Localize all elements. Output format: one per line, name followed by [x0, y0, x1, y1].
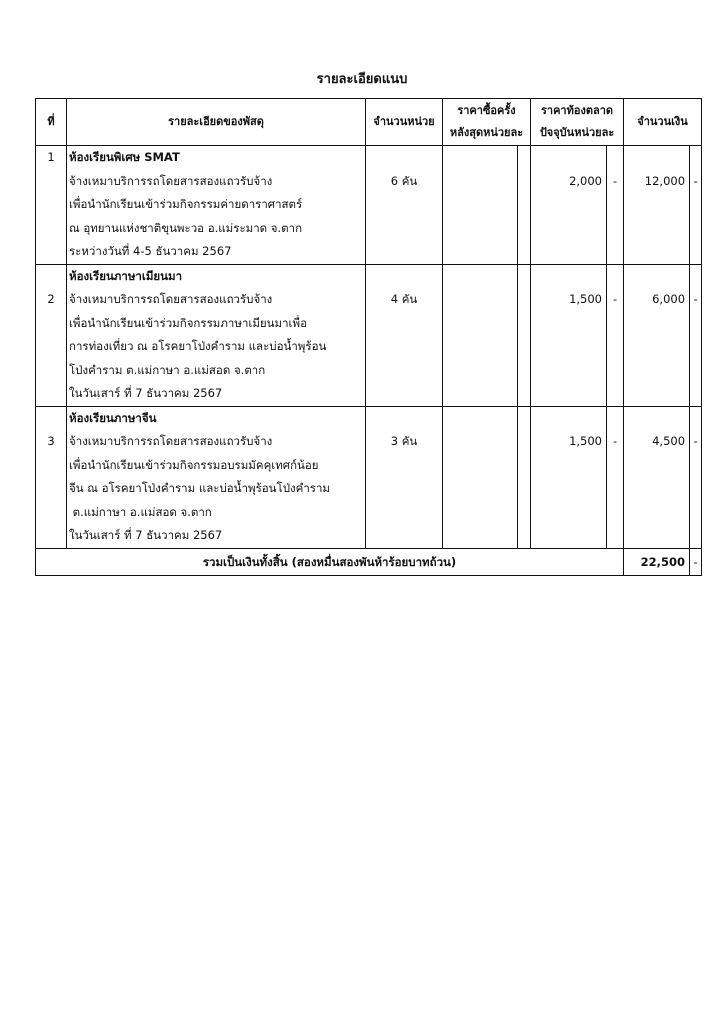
row-line: เพื่อนำนักเรียนเข้าร่วมกิจกรรมอบรมมัคคุเทศก์น้อย — [69, 457, 319, 472]
row-number — [36, 264, 67, 406]
row-unit-price-dec — [607, 406, 624, 548]
row-line: เพื่อนำนักเรียนเข้าร่วมกิจกรรมภาษาเมียนมาเพื่อ — [69, 315, 307, 330]
row-unit-price-dec-value: - — [612, 292, 618, 306]
header-last-price-line2: หลังสุดหน่วยละ — [449, 126, 524, 139]
header-last-price — [443, 99, 531, 146]
row-line: การท่องเที่ยว ณ อโรคยาโป่งคำราม และบ่อน้ำพุร้อน — [69, 339, 327, 353]
row-amount-dec — [690, 406, 702, 548]
row-number — [36, 406, 67, 548]
row-unit-price-dec — [607, 264, 624, 406]
row-amount-dec-value: - — [693, 434, 698, 448]
table-row — [36, 146, 702, 265]
row-amount-value: 4,500 — [652, 434, 686, 448]
total-amount-dec: - — [690, 548, 702, 575]
row-heading: ห้องเรียนภาษาจีน — [69, 410, 157, 425]
row-amount-dec — [690, 264, 702, 406]
document-title: รายละเอียดแนบ — [316, 72, 408, 87]
row-line: จ้างเหมาบริการรถโดยสารสองแถวรับจ้าง — [69, 292, 273, 306]
row-amount — [624, 406, 690, 548]
header-no: ที่ — [36, 99, 67, 146]
row-heading: ห้องเรียนภาษาเมียนมา — [69, 268, 183, 283]
header-market-price-line2: ปัจจุบันหน่วยละ — [539, 126, 615, 139]
row-last-price-dec — [518, 264, 531, 406]
row-unit-price — [531, 264, 607, 406]
row-line: ณ อุทยานแห่งชาติขุนพะวอ อ.แม่ระมาด จ.ตาก — [69, 220, 303, 235]
row-last-price — [443, 264, 518, 406]
header-market-price-line1: ราคาท้องตลาด — [540, 104, 614, 117]
row-unit-price — [531, 146, 607, 265]
total-amount: 22,500 — [624, 548, 690, 575]
table-row — [36, 264, 702, 406]
row-amount-value: 6,000 — [652, 292, 686, 306]
row-unit-price-dec-value: - — [612, 434, 618, 448]
row-line: จีน ณ อโรคยาโป่งคำราม และบ่อน้ำพุร้อนโป่งคำราม — [69, 481, 330, 495]
row-line: จ้างเหมาบริการรถโดยสารสองแถวรับจ้าง — [69, 173, 273, 188]
row-quantity — [366, 406, 443, 548]
row-number-value: 2 — [47, 292, 55, 306]
total-row — [36, 548, 702, 575]
header-row — [36, 99, 702, 146]
row-last-price-dec — [518, 406, 531, 548]
row-line: ระหว่างวันที่ 4-5 ธันวาคม 2567 — [69, 244, 232, 258]
row-line: ในวันเสาร์ ที่ 7 ธันวาคม 2567 — [69, 528, 223, 542]
table-row — [36, 406, 702, 548]
total-label: รวมเป็นเงินทั้งสิ้น (สองหมื่นสองพันห้าร้อยบาทถ้วน) — [36, 548, 624, 575]
row-line: ในวันเสาร์ ที่ 7 ธันวาคม 2567 — [69, 386, 223, 400]
row-unit-price-value: 2,000 — [569, 173, 603, 188]
row-amount-value: 12,000 — [644, 173, 686, 188]
row-number-value: 3 — [47, 434, 55, 448]
row-amount-dec — [690, 146, 702, 265]
header-quantity: จำนวนหน่วย — [366, 99, 443, 146]
row-quantity — [366, 264, 443, 406]
row-unit-price — [531, 406, 607, 548]
header-description: รายละเอียดของพัสดุ — [67, 99, 366, 146]
row-last-price — [443, 146, 518, 265]
row-unit-price-value: 1,500 — [569, 292, 603, 306]
header-last-price-line1: ราคาซื้อครั้ง — [457, 104, 516, 117]
details-table — [35, 98, 702, 576]
row-quantity-value: 4 คัน — [390, 292, 418, 306]
row-quantity-value: 3 คัน — [390, 434, 418, 448]
row-quantity-value: 6 คัน — [390, 173, 418, 188]
header-market-price — [531, 99, 624, 146]
row-line: จ้างเหมาบริการรถโดยสารสองแถวรับจ้าง — [69, 434, 273, 448]
row-description — [67, 146, 366, 265]
row-amount — [624, 264, 690, 406]
row-line: ต.แม่กาษา อ.แม่สอด จ.ตาก — [69, 504, 212, 519]
row-amount — [624, 146, 690, 265]
row-line: โป่งคำราม ต.แม่กาษา อ.แม่สอด จ.ตาก — [69, 362, 266, 377]
row-unit-price-dec — [607, 146, 624, 265]
row-amount-dec-value: - — [693, 173, 698, 188]
row-line: เพื่อนำนักเรียนเข้าร่วมกิจกรรมค่ายดาราศาสตร์ — [69, 197, 303, 211]
row-unit-price-value: 1,500 — [569, 434, 603, 448]
row-number: 1 — [36, 146, 67, 265]
header-amount: จำนวนเงิน — [624, 99, 702, 146]
row-heading: ห้องเรียนพิเศษ SMAT — [69, 150, 180, 164]
row-last-price — [443, 406, 518, 548]
row-amount-dec-value: - — [693, 292, 698, 306]
row-last-price-dec — [518, 146, 531, 265]
row-quantity — [366, 146, 443, 265]
row-description — [67, 264, 366, 406]
row-description — [67, 406, 366, 548]
row-unit-price-dec-value: - — [612, 173, 618, 188]
